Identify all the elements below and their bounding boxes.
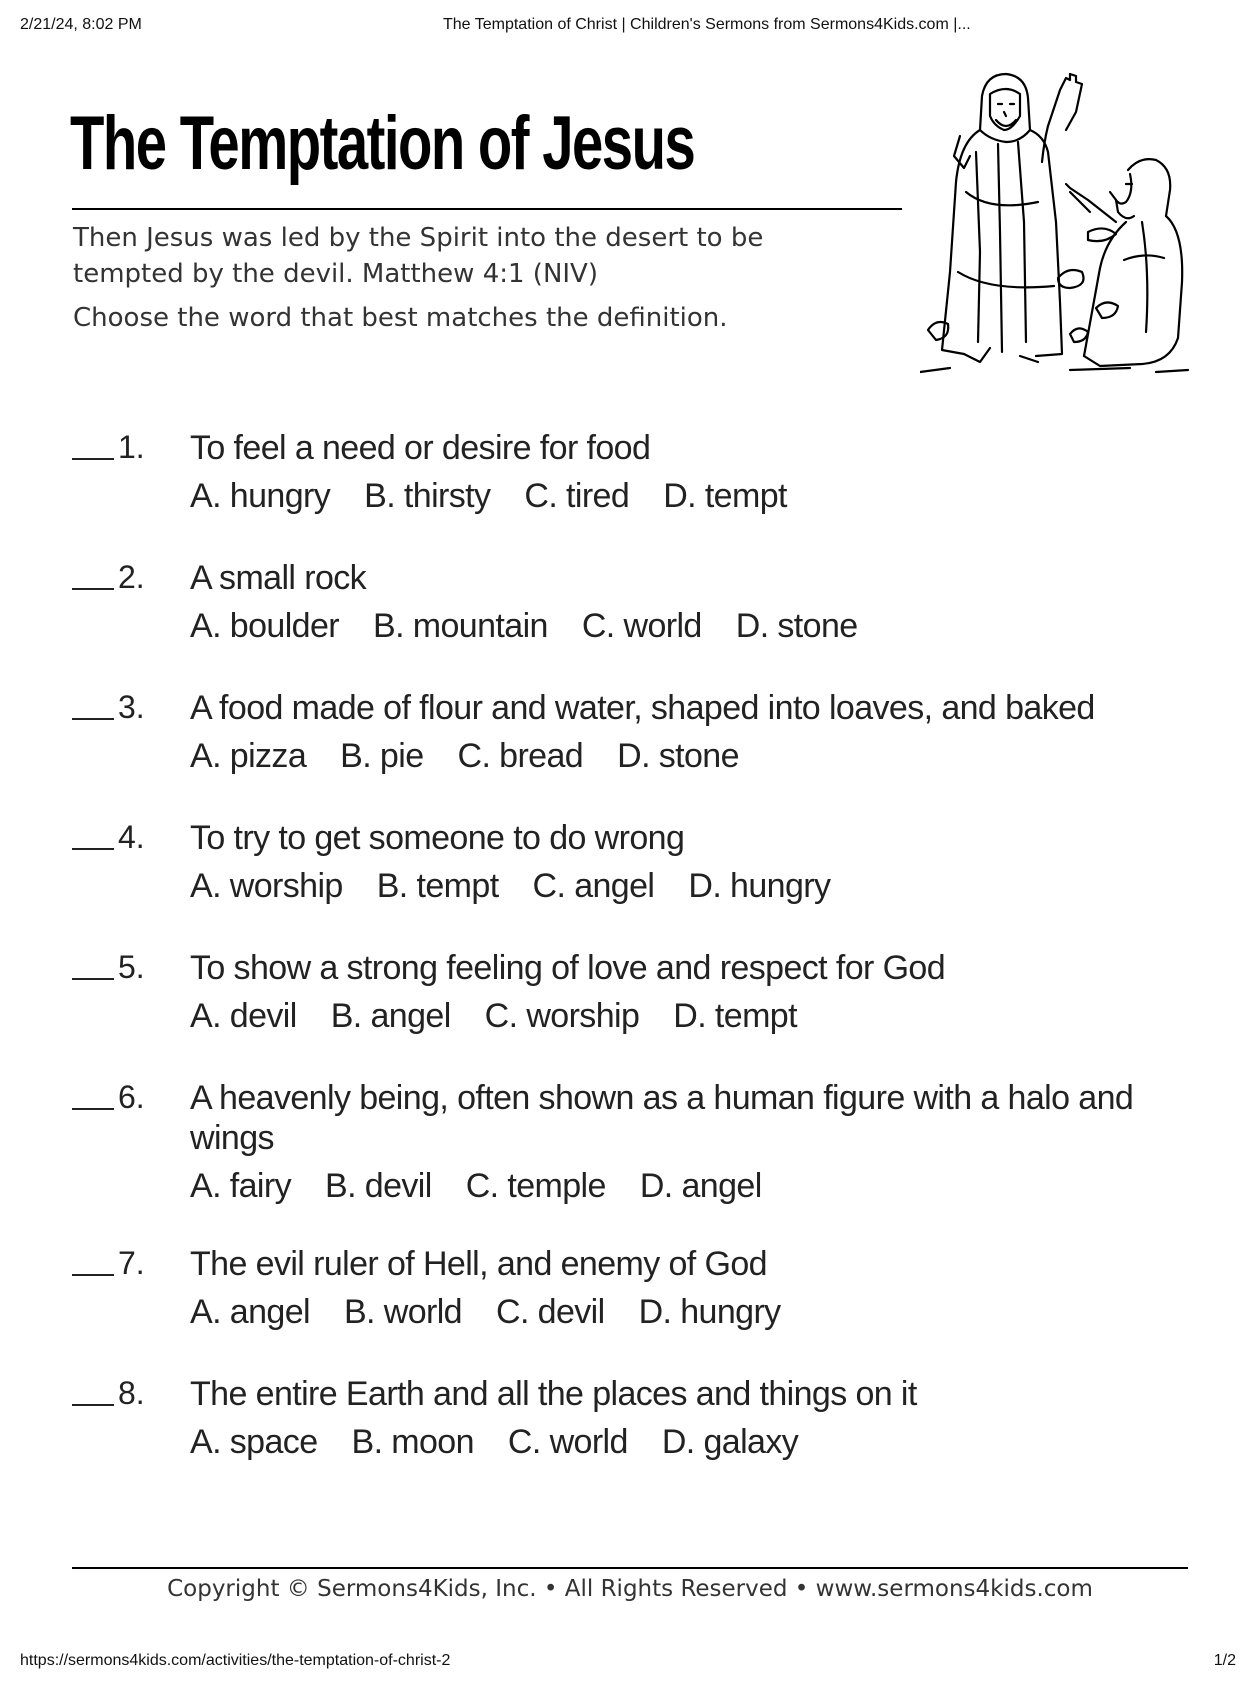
answer-option: B. tempt	[376, 867, 499, 905]
answer-option: A. pizza	[190, 737, 307, 775]
answer-option: B. angel	[330, 997, 451, 1035]
answer-option: A. boulder	[190, 607, 339, 645]
answer-options	[190, 1166, 796, 1206]
answer-blank[interactable]	[72, 1078, 114, 1110]
answer-option: C. worship	[484, 997, 640, 1035]
answer-option: D. angel	[639, 1167, 762, 1205]
jesus-and-devil-illustration	[920, 72, 1190, 386]
question-definition: To try to get someone to do wrong	[190, 819, 685, 857]
answer-option: B. world	[343, 1293, 462, 1331]
answer-option: C. tired	[524, 477, 630, 515]
question-definition: The entire Earth and all the places and things on it	[190, 1375, 917, 1413]
question-number: 4.	[118, 819, 145, 855]
question-definition: A heavenly being, often shown as a human figure with a halo and wings	[190, 1079, 1134, 1157]
print-page-number: 1/2	[1213, 1652, 1236, 1669]
scripture-verse: Then Jesus was led by the Spirit into the desert to be tempted by the devil. Matthew 4:1 (NIV)	[73, 223, 764, 289]
footer-divider	[72, 1567, 1188, 1569]
question-definition: The evil ruler of Hell, and enemy of God	[190, 1245, 767, 1283]
answer-options	[190, 476, 821, 516]
answer-option: B. mountain	[373, 607, 548, 645]
question-number: 5.	[118, 949, 145, 985]
print-datetime: 2/21/24, 8:02 PM	[20, 16, 142, 33]
answer-option: D. galaxy	[661, 1423, 799, 1461]
answer-option: A. devil	[190, 997, 297, 1035]
answer-blank[interactable]	[72, 428, 114, 460]
answer-option: D. stone	[617, 737, 739, 775]
answer-option: A. fairy	[190, 1167, 292, 1205]
answer-options	[190, 1292, 815, 1332]
question-definition: A small rock	[190, 559, 367, 597]
answer-options	[190, 866, 864, 906]
answer-option: C. bread	[457, 737, 584, 775]
answer-options	[190, 606, 892, 646]
answer-blank[interactable]	[72, 688, 114, 720]
answer-option: D. tempt	[673, 997, 797, 1035]
answer-option: A. worship	[190, 867, 343, 905]
question-definition: To feel a need or desire for food	[190, 429, 651, 467]
answer-option: A. space	[190, 1423, 318, 1461]
answer-option: B. moon	[351, 1423, 474, 1461]
answer-option: C. world	[581, 607, 702, 645]
question-number: 6.	[118, 1079, 145, 1115]
copyright-notice: Copyright © Sermons4Kids, Inc. • All Rights Reserved • www.sermons4kids.com	[167, 1576, 1093, 1602]
answer-option: B. devil	[325, 1167, 432, 1205]
print-url: https://sermons4kids.com/activities/the-temptation-of-christ-2	[20, 1652, 451, 1669]
answer-options	[190, 736, 773, 776]
answer-blank[interactable]	[72, 818, 114, 850]
answer-option: D. hungry	[688, 867, 831, 905]
answer-option: C. angel	[532, 867, 655, 905]
answer-blank[interactable]	[72, 1244, 114, 1276]
question-number: 7.	[118, 1245, 145, 1281]
answer-options	[190, 996, 831, 1036]
title-divider	[72, 208, 902, 210]
question-definition: To show a strong feeling of love and respect for God	[190, 949, 946, 987]
answer-blank[interactable]	[72, 1374, 114, 1406]
answer-blank[interactable]	[72, 558, 114, 590]
answer-option: A. angel	[190, 1293, 310, 1331]
question-number: 1.	[118, 429, 145, 465]
answer-blank[interactable]	[72, 948, 114, 980]
question-number: 3.	[118, 689, 145, 725]
instructions: Choose the word that best matches the definition.	[73, 303, 728, 333]
print-page-title: The Temptation of Christ | Children's Sermons from Sermons4Kids.com |...	[443, 16, 971, 33]
answer-option: B. thirsty	[364, 477, 491, 515]
answer-options	[190, 1422, 832, 1462]
answer-option: D. stone	[735, 607, 858, 645]
question-definition: A food made of flour and water, shaped into loaves, and baked	[190, 689, 1095, 727]
answer-option: C. devil	[496, 1293, 605, 1331]
answer-option: A. hungry	[190, 477, 331, 515]
question-number: 8.	[118, 1375, 145, 1411]
answer-option: C. world	[507, 1423, 628, 1461]
worksheet-title: The Temptation of Jesus	[70, 101, 695, 186]
answer-option: D. tempt	[663, 477, 787, 515]
answer-option: D. hungry	[638, 1293, 781, 1331]
question-number: 2.	[118, 559, 145, 595]
answer-option: C. temple	[465, 1167, 606, 1205]
answer-option: B. pie	[340, 737, 424, 775]
